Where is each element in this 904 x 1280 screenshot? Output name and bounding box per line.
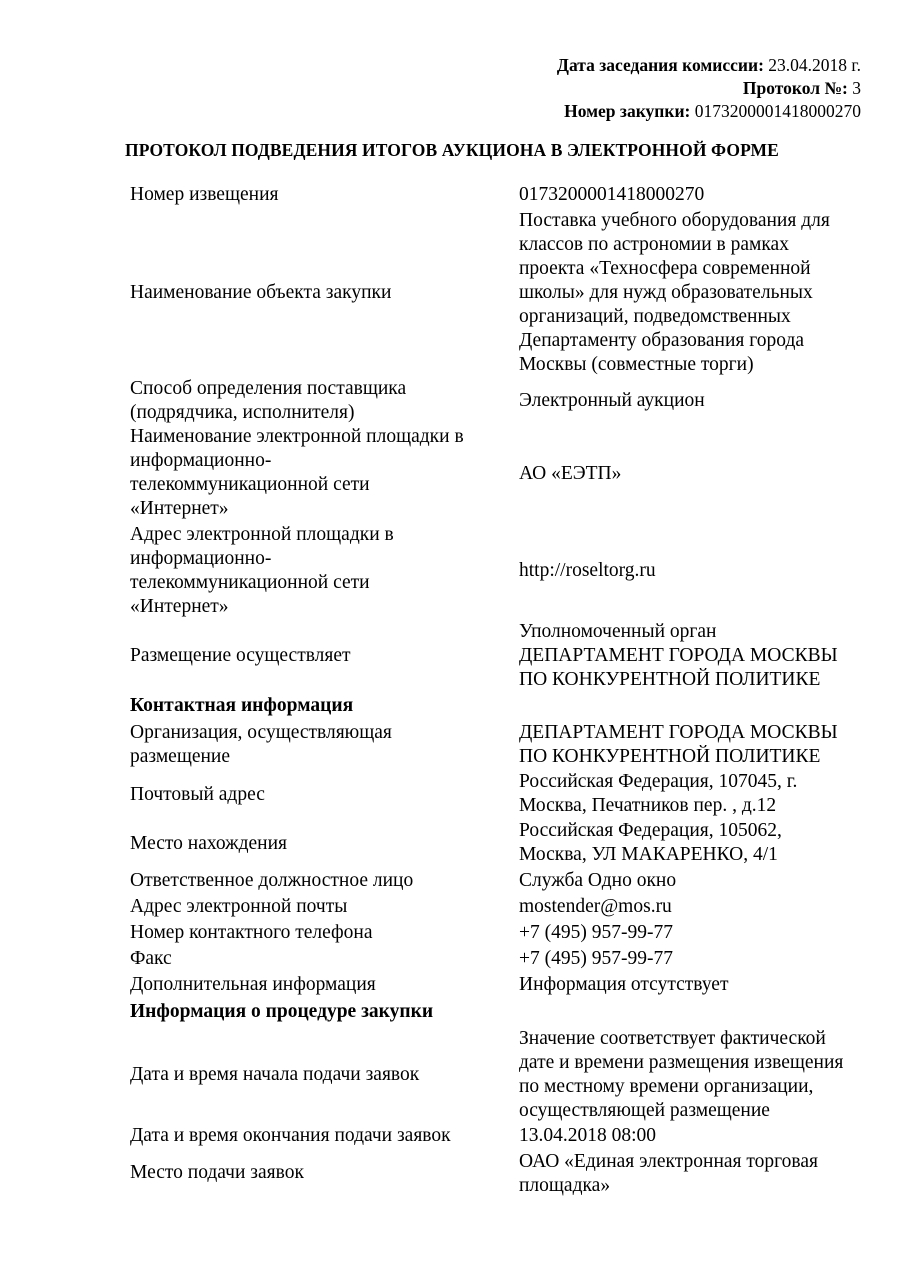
meeting-date-line <box>557 54 861 77</box>
purchase-number-line <box>557 100 861 123</box>
row-label <box>130 921 510 945</box>
row-label <box>130 377 510 425</box>
text-line: Дата и время начала подачи заявок <box>130 1064 420 1085</box>
protocol-number-label: Протокол №: <box>742 78 848 98</box>
row-value <box>519 209 879 377</box>
row-value <box>519 947 879 971</box>
text-line: Наименование объекта закупки <box>130 282 392 303</box>
text-line: Наименование электронной площадки в <box>130 426 464 447</box>
row-value <box>519 1124 879 1148</box>
row-value <box>519 1150 879 1198</box>
row-label <box>130 1161 510 1185</box>
text-line: ДЕПАРТАМЕНТ ГОРОДА МОСКВЫ <box>519 645 838 666</box>
meeting-date-label: Дата заседания комиссии: <box>556 55 764 75</box>
text-line: Номер контактного телефона <box>130 922 373 943</box>
text-line: mostender@mos.ru <box>519 896 672 917</box>
purchase-number-value: 0173200001418000270 <box>694 101 861 121</box>
text-line: информационно- <box>130 548 272 569</box>
text-line: ПО КОНКУРЕНТНОЙ ПОЛИТИКЕ <box>519 746 821 767</box>
text-line: Российская Федерация, 105062, <box>519 820 782 841</box>
text-line: Место нахождения <box>130 833 288 854</box>
text-line: Адрес электронной почты <box>130 896 348 917</box>
row-label <box>130 425 510 521</box>
text-line: площадка» <box>519 1175 611 1196</box>
row-value <box>519 819 879 867</box>
text-line: школы» для нужд образовательных <box>519 282 813 303</box>
row-value <box>519 183 879 207</box>
row-value <box>519 895 879 919</box>
text-line: Организация, осуществляющая <box>130 722 392 743</box>
text-line: Информация отсутствует <box>519 974 729 995</box>
row-label <box>130 832 510 856</box>
row-label <box>130 783 510 807</box>
row-label <box>130 973 510 997</box>
text-line: информационно- <box>130 450 272 471</box>
contact-section-heading: Контактная информация <box>130 695 354 716</box>
text-line: Почтовый адрес <box>130 784 265 805</box>
text-line: 13.04.2018 08:00 <box>519 1125 657 1146</box>
text-line: Москва, УЛ МАКАРЕНКО, 4/1 <box>519 844 778 865</box>
text-line: Дата и время окончания подачи заявок <box>130 1125 451 1146</box>
text-line: АО «ЕЭТП» <box>519 463 622 484</box>
row-value <box>519 620 879 692</box>
row-value <box>519 1027 879 1123</box>
text-line: 0173200001418000270 <box>519 184 705 205</box>
document-header <box>557 54 861 123</box>
row-label <box>130 1124 510 1148</box>
text-line: телекоммуникационной сети <box>130 572 370 593</box>
text-line: размещение <box>130 746 231 767</box>
procedure-section-heading: Информация о процедуре закупки <box>130 1001 434 1022</box>
row-value <box>519 770 879 818</box>
row-label <box>130 947 510 971</box>
text-line: Уполномоченный орган <box>519 621 717 642</box>
text-line: Ответственное должностное лицо <box>130 870 414 891</box>
row-value <box>519 721 879 769</box>
text-line: «Интернет» <box>130 498 229 519</box>
text-line: дате и времени размещения извещения <box>519 1052 844 1073</box>
text-line: Москвы (совместные торги) <box>519 354 754 375</box>
text-line: ОАО «Единая электронная торговая <box>519 1151 818 1172</box>
text-line: Место подачи заявок <box>130 1162 304 1183</box>
row-value <box>519 921 879 945</box>
purchase-number-label: Номер закупки: <box>564 101 691 121</box>
text-line: Значение соответствует фактической <box>519 1028 826 1049</box>
row-label <box>130 721 510 769</box>
protocol-number-value: 3 <box>852 78 861 98</box>
row-label <box>130 281 510 305</box>
text-line: Служба Одно окно <box>519 870 677 891</box>
row-value <box>519 462 879 486</box>
row-value <box>519 559 879 583</box>
meeting-date-value: 23.04.2018 г. <box>768 55 861 75</box>
text-line: Департаменту образования города <box>519 330 805 351</box>
text-line: Способ определения поставщика <box>130 378 407 399</box>
row-label <box>130 869 510 893</box>
row-label <box>130 1063 510 1087</box>
text-line: Факс <box>130 948 172 969</box>
text-line: Дополнительная информация <box>130 974 376 995</box>
text-line: +7 (495) 957-99-77 <box>519 948 673 969</box>
text-line: осуществляющей размещение <box>519 1100 770 1121</box>
text-line: классов по астрономии в рамках <box>519 234 789 255</box>
text-line: Размещение осуществляет <box>130 645 351 666</box>
text-line: (подрядчика, исполнителя) <box>130 402 355 423</box>
text-line: «Интернет» <box>130 596 229 617</box>
text-line: Поставка учебного оборудования для <box>519 210 830 231</box>
text-line: ДЕПАРТАМЕНТ ГОРОДА МОСКВЫ <box>519 722 838 743</box>
text-line: +7 (495) 957-99-77 <box>519 922 673 943</box>
row-label <box>130 523 510 619</box>
text-line: ПО КОНКУРЕНТНОЙ ПОЛИТИКЕ <box>519 669 821 690</box>
text-line: по местному времени организации, <box>519 1076 814 1097</box>
text-line: Москва, Печатников пер. , д.12 <box>519 795 777 816</box>
text-line: проекта «Техносфера современной <box>519 258 811 279</box>
protocol-number-line <box>557 77 861 100</box>
text-line: Электронный аукцион <box>519 390 705 411</box>
document-title: ПРОТОКОЛ ПОДВЕДЕНИЯ ИТОГОВ АУКЦИОНА В ЭЛЕКТРОННОЙ ФОРМЕ <box>125 140 779 160</box>
text-line: Адрес электронной площадки в <box>130 524 394 545</box>
row-label <box>130 183 510 207</box>
text-line: телекоммуникационной сети <box>130 474 370 495</box>
text-line: организаций, подведомственных <box>519 306 791 327</box>
row-value <box>519 389 879 413</box>
row-label <box>130 644 510 668</box>
row-value <box>519 973 879 997</box>
text-line: Российская Федерация, 107045, г. <box>519 771 798 792</box>
text-line: Номер извещения <box>130 184 279 205</box>
text-line: http://roseltorg.ru <box>519 560 656 581</box>
row-label <box>130 895 510 919</box>
row-value <box>519 869 879 893</box>
